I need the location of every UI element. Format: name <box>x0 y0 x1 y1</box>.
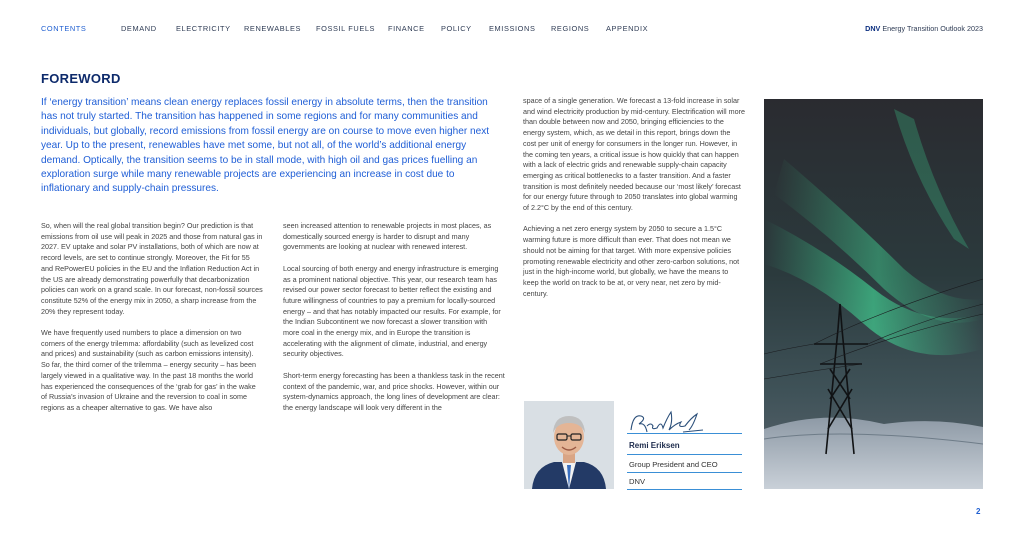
nav-emissions[interactable]: EMISSIONS <box>489 24 536 33</box>
divider <box>627 433 742 434</box>
nav-finance[interactable]: FINANCE <box>388 24 425 33</box>
body-column-2 <box>283 221 505 424</box>
brand-report-title: Energy Transition Outlook 2023 <box>882 24 983 33</box>
nav-fossil-fuels[interactable]: FOSSIL FUELS <box>316 24 376 33</box>
paragraph: seen increased attention to renewable projects in most places, as domestically sourced energy is harder to disrupt and many governments are looking at nuclear with renewed interest. <box>283 221 492 252</box>
nav-electricity[interactable]: ELECTRICITY <box>176 24 231 33</box>
signatory-role: Group President and CEO <box>629 460 718 469</box>
ceo-portrait <box>524 401 614 489</box>
brand-logo-text: DNV <box>865 24 881 33</box>
paragraph: We have frequently used numbers to place a dimension on two corners of the energy trilemma: affordability (such as levelized cost and prices) and sustainability (such as carbon emissions intensity). So far, the third corner of the trilemma – energy security – has been largely viewed in a qualitative way. In the past 18 months the world has experienced the consequences of the ‘grab for gas’ in the wake of Russia’s invasion of Ukraine and the reversion to coal in some regions as a cheaper alternative to gas. We have also <box>41 328 256 412</box>
page-number: 2 <box>976 507 981 516</box>
page-title: FOREWORD <box>41 71 121 86</box>
nav-demand[interactable]: DEMAND <box>121 24 157 33</box>
top-navigation <box>41 24 983 36</box>
divider <box>627 472 742 473</box>
paragraph: Local sourcing of both energy and energy infrastructure is emerging as a prominent national objective. This year, our research team has revised our power sector forecast to better reflect the existing and future willingness of countries to pay a premium for locally-sourced energy – and that has notably impacted our results. For example, for the Indian Subcontinent we now forecast a slower transition with more coal in the energy mix, and in Europe the transition is accelerating with the alignment of climate, industrial, and energy security objectives. <box>283 263 501 359</box>
divider <box>627 454 742 455</box>
nav-appendix[interactable]: APPENDIX <box>606 24 649 33</box>
nav-policy[interactable]: POLICY <box>441 24 472 33</box>
body-column-3 <box>523 96 745 310</box>
paragraph: Achieving a net zero energy system by 2050 to secure a 1.5°C warming future is more difficult than ever. That does not mean we should not be aiming for that target. With more expensive policies promoting renewable electricity and other zero-carbon solutions, not just in the high-income world, but globally, we have the means to keep the world on track to be at, or very near, net zero by mid-century. <box>523 224 740 298</box>
nav-contents[interactable]: CONTENTS <box>41 24 87 33</box>
report-brand[interactable] <box>865 24 983 33</box>
nav-regions[interactable]: REGIONS <box>551 24 590 33</box>
aurora-pylon-photo <box>764 99 983 489</box>
signatory-name: Remi Eriksen <box>629 441 680 450</box>
paragraph: So, when will the real global transition begin? Our prediction is that emissions from oil use will peak in 2025 and those from natural gas in 2027. EV uptake and solar PV installations, both of which are now at record levels, are set to continue strongly. Moreover, the Fit for 55 and RePowerEU policies in the EU and the Inflation Reduction Act in the US are already demonstrating powerfully that decarbonization policies can work on a grand scale. In our forecast, non-fossil sources constitute 52% of the energy mix in 2050, a sharp increase from the 20% they represent today. <box>41 221 263 316</box>
body-column-1 <box>41 221 263 424</box>
nav-renewables[interactable]: RENEWABLES <box>244 24 302 33</box>
intro-paragraph: If ‘energy transition’ means clean energy replaces fossil energy in absolute terms, then the transition has not truly started. The transition has happened in some regions and for many communities and individuals, but globally, record emissions from fossil energy are on course to move even higher next year. Up to the present, renewables have met some, but not all, of the world’s additional energy demand. Optically, the transition seems to be in stall mode, with high oil and gas prices fuelling an exploration surge while many renewable projects are experiencing an increase in cost due to inflationary and supply-chain pressures. <box>41 97 490 195</box>
portrait-illustration <box>524 401 614 489</box>
paragraph: space of a single generation. We forecast a 13-fold increase in solar and wind electricity production by mid-century. Electrification will more than double between now and 2050, bringing efficiencies to the energy system, which, as we detail in this report, brings down the cost per unit of energy for consumers in the longer run. However, in the coming ten years, a critical issue is how quickly that can happen with a lack of electric grids and renewable supply-chain capacity emerging as critical bottlenecks to a faster transition. And a faster transition is most definitely needed because our ‘most likely’ forecast for our energy future through to 2050 translates into global warming of 2.2°C by the end of this century. <box>523 96 745 213</box>
divider <box>627 489 742 490</box>
paragraph: Short-term energy forecasting has been a thankless task in the recent context of the pandemic, war, and price shocks. However, within our system-dynamics approach, the long lines of development are clear: the energy landscape will look very different in the <box>283 370 505 412</box>
signatory-organization: DNV <box>629 477 646 486</box>
